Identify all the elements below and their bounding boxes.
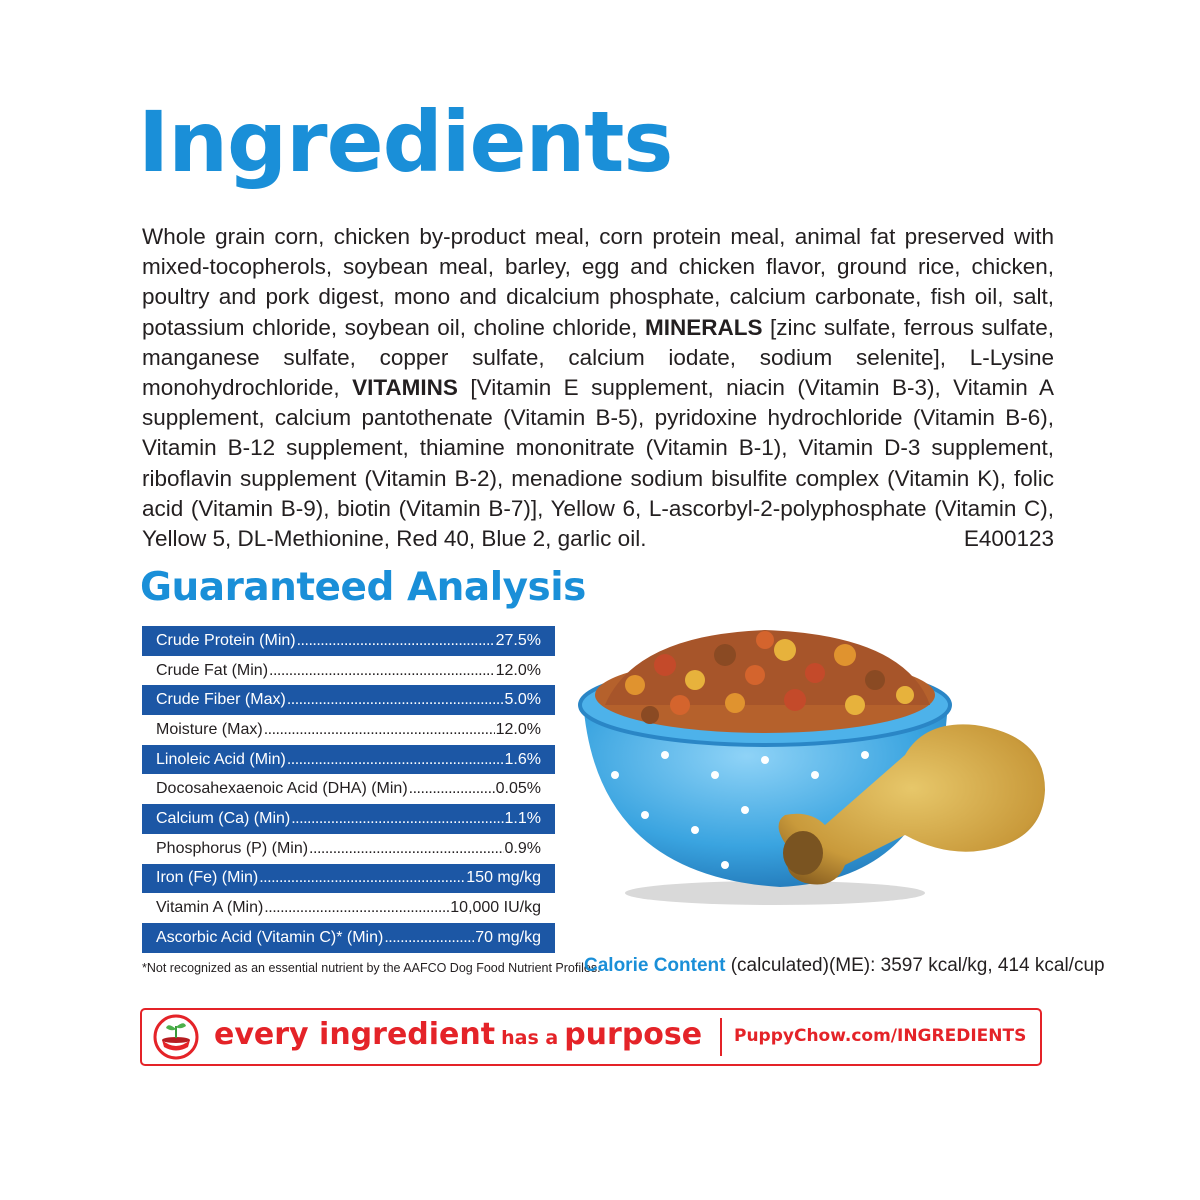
website-link[interactable]: PuppyChow.com/INGREDIENTS <box>734 1026 1027 1046</box>
analysis-nutrient: Vitamin A (Min) <box>156 899 264 917</box>
purpose-banner <box>140 1008 1042 1066</box>
footnote: *Not recognized as an essential nutrient by the AAFCO Dog Food Nutrient Profiles. <box>142 961 601 975</box>
analysis-row <box>142 893 555 923</box>
analysis-value: 0.05% <box>495 780 541 798</box>
analysis-value: 1.6% <box>504 750 541 768</box>
analysis-value: 10,000 IU/kg <box>450 899 541 917</box>
dot-leader <box>264 899 449 917</box>
analysis-row <box>142 774 555 804</box>
ingredients-text-2: [zinc sulfate, ferrous sulfate, manganese sulfate, copper sulfate, calcium iodate, sodium selenite], L-Lysine monohydrochloride, <box>142 314 1054 401</box>
dot-leader <box>291 810 503 828</box>
analysis-nutrient: Calcium (Ca) (Min) <box>156 809 291 827</box>
analysis-row <box>142 715 555 745</box>
analysis-value: 27.5% <box>495 631 541 649</box>
dot-leader <box>287 751 504 769</box>
analysis-nutrient: Phosphorus (P) (Min) <box>156 839 309 857</box>
analysis-row <box>142 864 555 894</box>
slogan-part-1: every ingredient <box>214 1017 496 1052</box>
analysis-row <box>142 656 555 686</box>
banner-divider <box>720 1018 722 1056</box>
analysis-nutrient: Crude Fiber (Max) <box>156 691 286 709</box>
analysis-value: 1.1% <box>504 809 541 827</box>
analysis-row <box>142 626 555 656</box>
calorie-content-value: (calculated)(ME): 3597 kcal/kg, 414 kcal/cup <box>725 955 1105 976</box>
analysis-value: 150 mg/kg <box>466 869 541 887</box>
analysis-row <box>142 923 555 953</box>
analysis-value: 5.0% <box>504 691 541 709</box>
bowl-with-sprout-icon <box>148 1014 204 1060</box>
slogan-part-3: purpose <box>564 1017 703 1052</box>
analysis-value: 12.0% <box>495 720 541 738</box>
kibble-bowl-and-drumstick-image <box>575 625 1055 915</box>
ingredients-text-1: Whole grain corn, chicken by-product meal, corn protein meal, animal fat preserved with mixed-tocopherols, soybean meal, barley, egg and chicken flavor, ground rice, chicken, poultry and pork digest, mono and dicalcium phosphate, calcium carbonate, fish oil, salt, potassium chloride, soybean oil, choline chloride, <box>142 224 1054 340</box>
dot-leader <box>409 780 495 798</box>
analysis-nutrient: Linoleic Acid (Min) <box>156 750 286 768</box>
slogan-part-2: has a <box>501 1027 559 1049</box>
dot-leader <box>287 691 504 709</box>
calorie-content-label: Calorie Content <box>584 955 726 976</box>
dot-leader <box>297 632 495 650</box>
analysis-value: 12.0% <box>495 661 541 679</box>
analysis-nutrient: Moisture (Max) <box>156 720 263 738</box>
analysis-nutrient: Crude Fat (Min) <box>156 661 269 679</box>
ingredients-text-3: [Vitamin E supplement, niacin (Vitamin B-3), Vitamin A supplement, calcium pantothenate (Vitamin B-5), pyridoxine hydrochloride (Vitamin B-6), Vitamin B-12 supplement, thiamine mononitrate (Vitamin B-1), Vitamin D-3 supplement, riboflavin supplement (Vitamin B-2), menadione sodium bisulfite complex (Vitamin K), folic acid (Vitamin B-9), biotin (Vitamin B-7)], Yellow 6, L-ascorbyl-2-polyphosphate (Vitamin C), Yellow 5, DL-Methionine, Red 40, Blue 2, garlic oil. <box>142 375 1054 552</box>
page-title: Ingredients <box>138 93 673 191</box>
analysis-row <box>142 745 555 775</box>
dot-leader <box>309 840 503 858</box>
analysis-nutrient: Ascorbic Acid (Vitamin C)* (Min) <box>156 928 384 946</box>
calorie-content <box>584 955 1105 977</box>
analysis-nutrient: Iron (Fe) (Min) <box>156 869 259 887</box>
drumstick-bone-end <box>783 831 823 875</box>
dot-leader <box>259 869 465 887</box>
product-code: E400123 <box>963 526 1054 552</box>
dot-leader <box>264 721 495 739</box>
analysis-nutrient: Docosahexaenoic Acid (DHA) (Min) <box>156 780 408 798</box>
minerals-label: MINERALS <box>644 314 763 340</box>
dot-leader <box>269 662 495 680</box>
analysis-row <box>142 685 555 715</box>
vitamins-label: VITAMINS <box>352 375 458 401</box>
ingredients-list <box>142 222 1054 554</box>
analysis-nutrient: Crude Protein (Min) <box>156 631 296 649</box>
analysis-value: 70 mg/kg <box>475 928 541 946</box>
banner-slogan <box>214 1017 702 1052</box>
analysis-row <box>142 804 555 834</box>
guaranteed-analysis-table <box>142 626 555 953</box>
analysis-value: 0.9% <box>504 839 541 857</box>
guaranteed-analysis-title: Guaranteed Analysis <box>140 565 586 610</box>
analysis-row <box>142 834 555 864</box>
dot-leader <box>384 929 474 947</box>
